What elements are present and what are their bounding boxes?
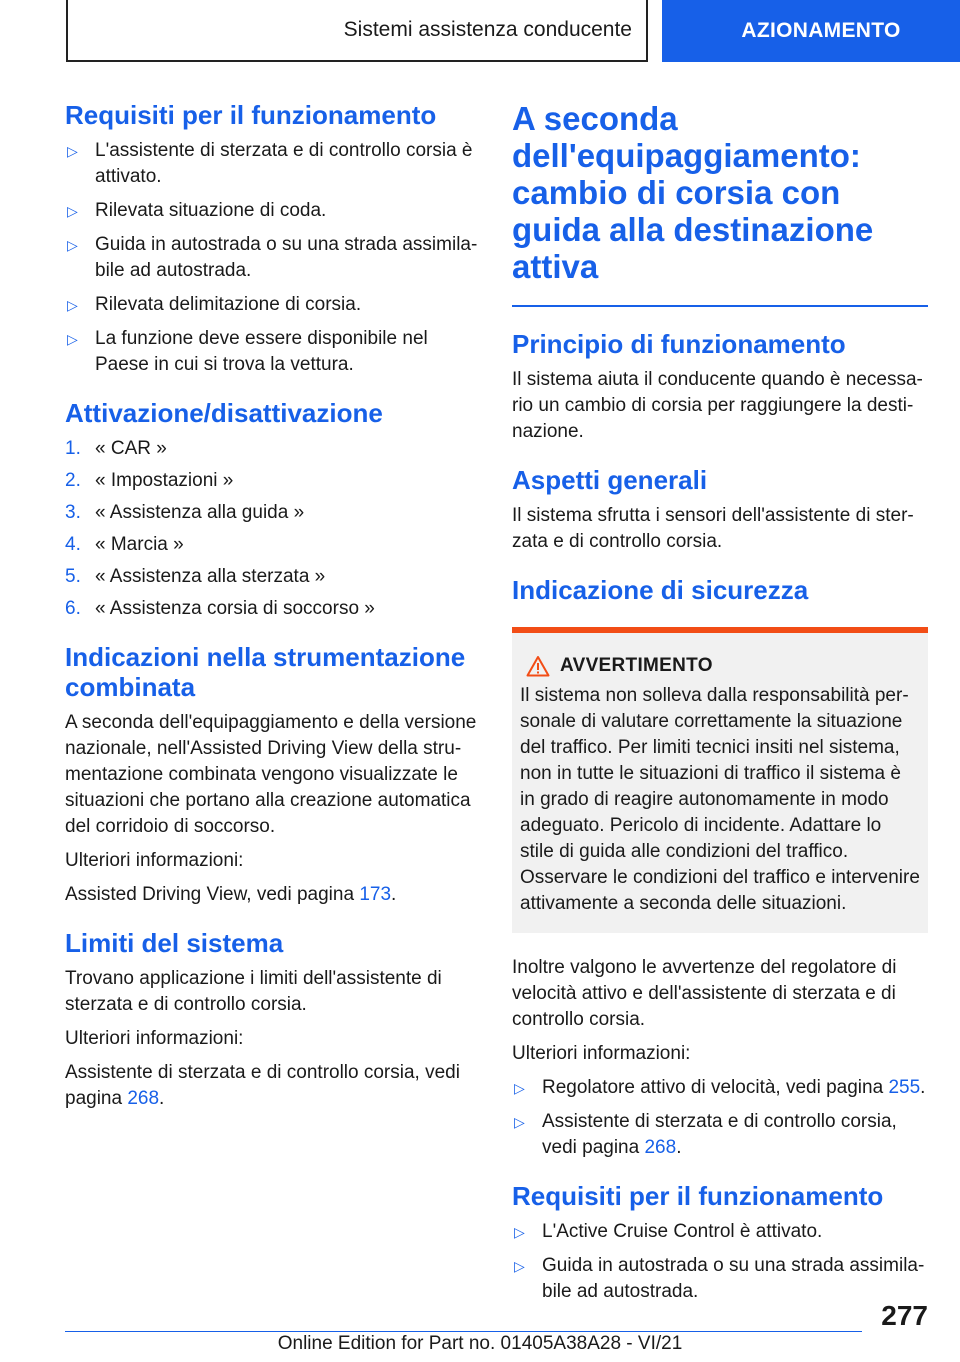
list-item: ▷ L'assistente di sterzata e di controllo corsia è attivato. xyxy=(67,140,473,187)
step-item: 3. « Assistenza alla guida » xyxy=(65,502,305,523)
page-link[interactable]: 173 xyxy=(359,884,392,905)
step-item: 1. « CAR » xyxy=(65,438,167,459)
requirements-list xyxy=(512,1219,928,1305)
list-item: ▷ Rilevata situazione di coda. xyxy=(65,198,483,224)
triangle-bullet-icon: ▷ xyxy=(514,1080,525,1096)
warning-title: AVVERTIMENTO xyxy=(520,655,920,677)
cross-reference: Assistente di sterzata e di controllo corsia, vedi pagina 268. xyxy=(65,1062,460,1109)
limits-section xyxy=(65,928,483,1112)
step-item: 5. « Assistenza alla sterzata » xyxy=(65,566,326,587)
requirements-heading: Requisiti per il funzionamento xyxy=(65,100,437,130)
page-number: 277 xyxy=(881,1300,928,1331)
principle-text: Il sistema aiuta il conducente quando è necessario un cambio di corsia per raggiungere la destinazione. xyxy=(512,369,923,442)
step-item: 4. « Marcia » xyxy=(65,534,184,555)
section-title: Sistemi assistenza conducente xyxy=(343,18,632,41)
requirements-heading: Requisiti per il funzionamento xyxy=(512,1181,884,1211)
list-item: ▷ Rilevata delimitazione di corsia. xyxy=(65,292,483,318)
page-link[interactable]: 268 xyxy=(127,1088,160,1109)
page-link[interactable]: 255 xyxy=(888,1077,921,1098)
triangle-bullet-icon: ▷ xyxy=(67,143,78,159)
chapter-title: AZIONAMENTO xyxy=(741,19,901,42)
activation-heading: Attivazione/disattivazione xyxy=(65,398,383,428)
general-text: Il sistema sfrutta i sensori dell'assistente di sterzata e di controllo corsia. xyxy=(512,505,914,552)
edition-text: Online Edition for Part no. 01405A38A28 - VI/21 xyxy=(277,1333,683,1354)
right-column xyxy=(512,100,928,1325)
list-item: ▷ Assistente di sterzata e di controllo corsia, vedi pagina 268. xyxy=(514,1111,897,1158)
requirements-section xyxy=(65,100,483,378)
triangle-bullet-icon: ▷ xyxy=(67,237,78,253)
instrument-cluster-heading: Indicazioni nella strumentazione combinata xyxy=(65,642,466,702)
triangle-bullet-icon: ▷ xyxy=(67,203,78,219)
warning-text: Il sistema non solleva dalla responsabilità personale di valutare correttamente la situazione del traffico. Per limiti tecnici insiti nel sistema, non in tutte le situazioni di traffico il sistema è in grado di reagire autonomamente in modo adeguato. Pericolo di incidente. Adattare lo stile di guida alle condizioni del traffico. Osservare le condizioni del traffico e intervenire attivamente a seconda delle situazioni. xyxy=(520,685,920,914)
instrument-cluster-section xyxy=(65,642,483,908)
list-item: ▷ Regolatore attivo di velocità, vedi pagina 255. xyxy=(512,1075,928,1101)
reference-list xyxy=(512,1075,928,1161)
step-item: 6. « Assistenza corsia di soccorso » xyxy=(65,598,375,619)
activation-steps xyxy=(65,436,483,622)
more-info-label: Ulteriori informazioni: xyxy=(65,1028,244,1049)
warning-box xyxy=(512,627,928,933)
more-info-label: Ulteriori informazioni: xyxy=(65,850,244,871)
principle-section xyxy=(512,329,928,445)
triangle-bullet-icon: ▷ xyxy=(514,1114,525,1130)
general-heading: Aspetti generali xyxy=(512,465,708,495)
list-item: ▷ Guida in autostrada o su una strada assimilabile ad autostrada. xyxy=(67,234,478,281)
triangle-bullet-icon: ▷ xyxy=(67,331,78,347)
triangle-bullet-icon: ▷ xyxy=(67,297,78,313)
limits-heading: Limiti del sistema xyxy=(65,928,284,958)
warning-triangle-icon xyxy=(526,655,550,677)
triangle-bullet-icon: ▷ xyxy=(514,1224,525,1240)
activation-section xyxy=(65,398,483,622)
requirements-section-2 xyxy=(512,1181,928,1305)
list-item: ▷ Guida in autostrada o su una strada assimilabile ad autostrada. xyxy=(514,1255,925,1302)
main-title: A seconda dell'equipaggiamento: cambio di corsia con guida alla destinazione attiva xyxy=(512,100,874,285)
requirements-list xyxy=(65,138,483,378)
general-section xyxy=(512,465,928,555)
header-chapter-tab xyxy=(662,0,960,62)
page-link[interactable]: 268 xyxy=(644,1137,677,1158)
principle-heading: Principio di funzionamento xyxy=(512,329,846,359)
title-divider xyxy=(512,305,928,307)
header-section-title xyxy=(66,0,648,62)
list-item: ▷ L'Active Cruise Control è attivato. xyxy=(512,1219,928,1245)
safety-heading: Indicazione di sicurezza xyxy=(512,575,809,605)
step-item: 2. « Impostazioni » xyxy=(65,470,234,491)
list-item: ▷ La funzione deve essere disponibile nel Paese in cui si trova la vettura. xyxy=(67,328,428,375)
additional-warnings-text: Inoltre valgono le avvertenze del regolatore di velocità attivo e dell'assistente di sterzata e di controllo corsia. xyxy=(512,957,897,1030)
instrument-cluster-text: A seconda dell'equipaggiamento e della versione nazionale, nell'Assisted Driving View della strumentazione combinata vengono visualizzate le situazioni che portano alla creazione automatica del corridoio di soccorso. xyxy=(65,712,477,837)
cross-reference: Assisted Driving View, vedi pagina 173. xyxy=(65,884,397,905)
more-info-label: Ulteriori informazioni: xyxy=(512,1043,691,1064)
triangle-bullet-icon: ▷ xyxy=(514,1258,525,1274)
footer-divider xyxy=(65,1331,862,1332)
limits-text: Trovano applicazione i limiti dell'assistente di sterzata e di controllo corsia. xyxy=(65,968,442,1015)
left-column xyxy=(65,100,483,1132)
